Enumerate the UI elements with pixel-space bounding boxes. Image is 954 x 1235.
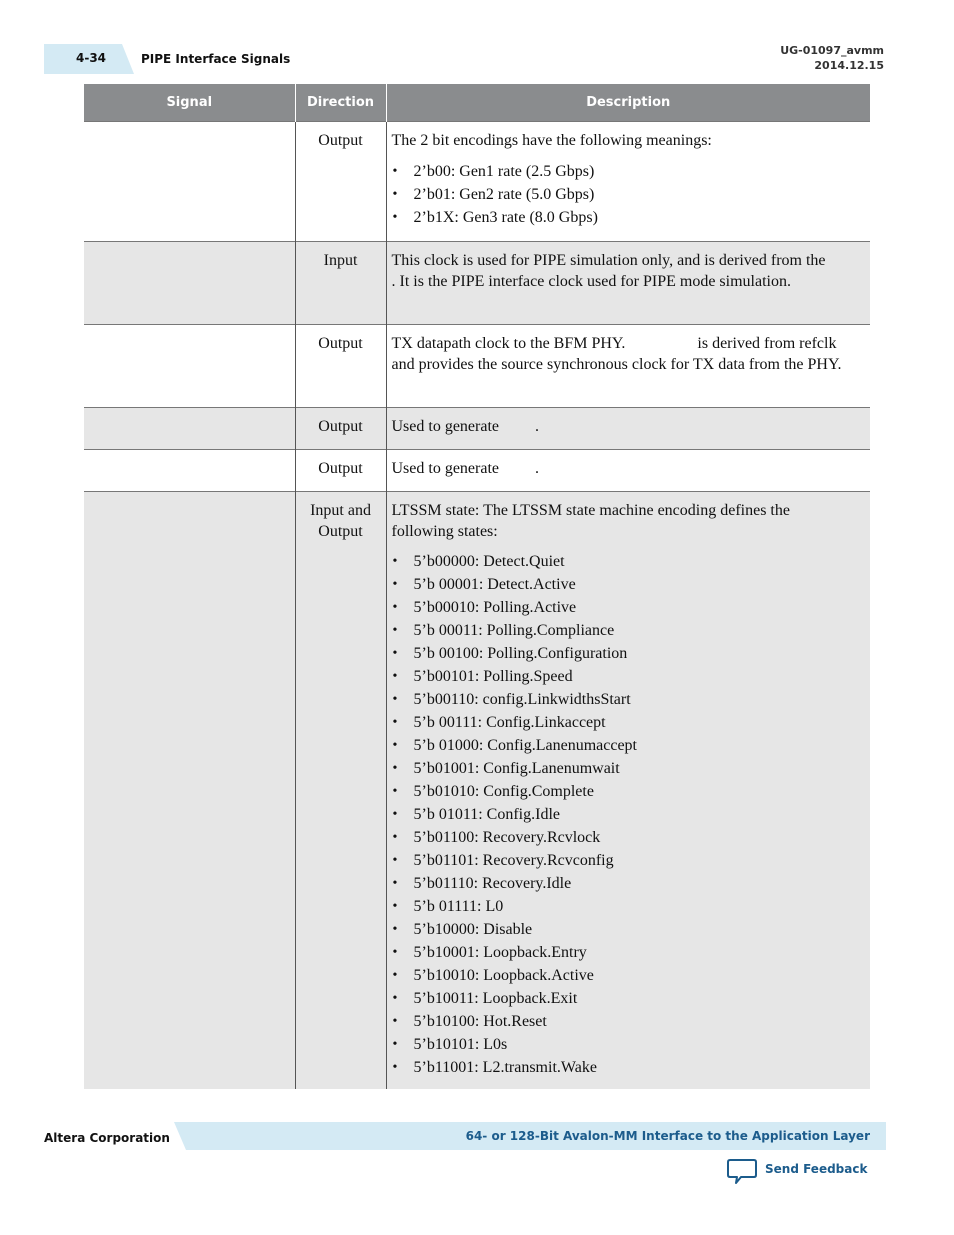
table-row	[84, 122, 870, 242]
list-item: • 5’b10011: Loopback.Exit	[392, 987, 851, 1010]
speech-bubble-icon	[727, 1158, 757, 1186]
description-cell	[386, 242, 870, 325]
description-cell	[386, 408, 870, 450]
column-header-direction: Direction	[295, 84, 386, 122]
section-title: PIPE Interface Signals	[141, 52, 291, 66]
signal-cell	[84, 242, 295, 325]
direction-cell: Output	[295, 122, 386, 242]
page-number: 4-34	[76, 51, 107, 65]
direction-cell: Output	[295, 450, 386, 492]
list-item: • 2’b1X: Gen3 rate (8.0 Gbps)	[392, 206, 851, 229]
direction-text: Input and Output	[310, 502, 371, 540]
description-text: The 2 bit encodings have the following meanings:	[391, 132, 712, 149]
list-item: • 5’b 01000: Config.Lanenumaccept	[392, 734, 851, 757]
list-item: • 5’b01101: Recovery.Rcvconfig	[392, 849, 851, 872]
list-item: • 5’b01100: Recovery.Rcvlock	[392, 826, 851, 849]
list-item: • 5’b01001: Config.Lanenumwait	[392, 757, 851, 780]
document-id-block	[780, 43, 884, 73]
ltssm-state-list	[392, 550, 851, 1079]
list-item: • 5’b10101: L0s	[392, 1033, 851, 1056]
pipe-signals-table	[84, 84, 870, 1089]
list-item: • 5’b01010: Config.Complete	[392, 780, 851, 803]
description-text: This clock is used for PIPE simulation only, and is derived from the . It is the PIPE interface clock used for PIPE mode simulation.	[391, 252, 870, 290]
send-feedback-link[interactable]	[727, 1158, 867, 1188]
signal-cell	[84, 325, 295, 408]
list-item: • 5’b10001: Loopback.Entry	[392, 941, 851, 964]
table-row	[84, 325, 870, 408]
list-item: • 5’b11001: L2.transmit.Wake	[392, 1056, 851, 1079]
signal-cell	[84, 492, 295, 1089]
footer-document-title[interactable]: 64- or 128-Bit Avalon-MM Interface to the Application Layer	[465, 1129, 870, 1143]
table-header-row	[84, 84, 870, 122]
footer-company: Altera Corporation	[44, 1131, 170, 1145]
send-feedback-label: Send Feedback	[765, 1162, 868, 1176]
description-text: Used to generate .	[391, 418, 540, 435]
description-text: Used to generate .	[391, 460, 540, 477]
direction-cell: Output	[295, 408, 386, 450]
list-item: • 5’b00010: Polling.Active	[392, 596, 851, 619]
description-cell	[386, 450, 870, 492]
list-item: • 5’b10000: Disable	[392, 918, 851, 941]
table-row	[84, 450, 870, 492]
column-header-signal: Signal	[84, 84, 295, 122]
signal-cell	[84, 450, 295, 492]
list-item: • 5’b 00111: Config.Linkaccept	[392, 711, 851, 734]
list-item: • 5’b01110: Recovery.Idle	[392, 872, 851, 895]
direction-cell: Input	[295, 242, 386, 325]
bullet-list	[392, 160, 851, 229]
table-row	[84, 242, 870, 325]
direction-cell: Output	[295, 325, 386, 408]
list-item: • 5’b00000: Detect.Quiet	[392, 550, 851, 573]
direction-cell	[295, 492, 386, 1089]
list-item: • 5’b 00100: Polling.Configuration	[392, 642, 851, 665]
description-cell	[386, 122, 870, 242]
list-item: • 2’b00: Gen1 rate (2.5 Gbps)	[392, 160, 851, 183]
list-item: • 2’b01: Gen2 rate (5.0 Gbps)	[392, 183, 851, 206]
list-item: • 5’b 00011: Polling.Compliance	[392, 619, 851, 642]
list-item: • 5’b 00001: Detect.Active	[392, 573, 851, 596]
list-item: • 5’b 01011: Config.Idle	[392, 803, 851, 826]
list-item: • 5’b 01111: L0	[392, 895, 851, 918]
table-row	[84, 408, 870, 450]
document-date: 2014.12.15	[814, 59, 884, 72]
list-item: • 5’b00110: config.LinkwidthsStart	[392, 688, 851, 711]
document-id: UG-01097_avmm	[780, 44, 884, 57]
list-item: • 5’b00101: Polling.Speed	[392, 665, 851, 688]
description-text: LTSSM state: The LTSSM state machine encoding defines the following states:	[391, 502, 790, 540]
list-item: • 5’b10010: Loopback.Active	[392, 964, 851, 987]
table-row	[84, 492, 870, 1089]
column-header-description: Description	[386, 84, 870, 122]
signal-cell	[84, 408, 295, 450]
description-text: TX datapath clock to the BFM PHY. is derived from refclk and provides the source synchronous clock for TX data from the PHY.	[391, 335, 842, 373]
list-item: • 5’b10100: Hot.Reset	[392, 1010, 851, 1033]
description-cell	[386, 492, 870, 1089]
description-cell	[386, 325, 870, 408]
signal-cell	[84, 122, 295, 242]
